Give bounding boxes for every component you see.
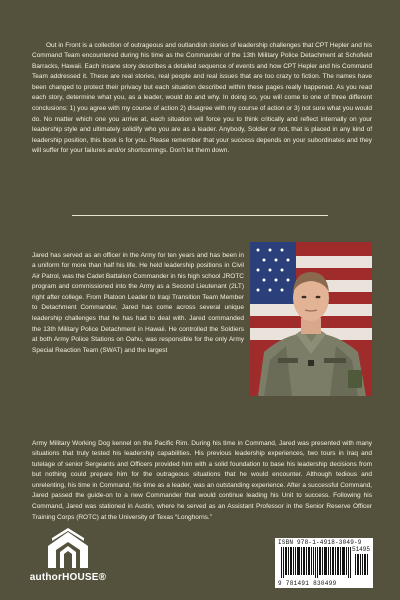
- authorhouse-logo-icon: [28, 528, 108, 572]
- publisher-logo: [28, 528, 108, 590]
- divider: [72, 215, 328, 216]
- book-blurb: Out in Front is a collection of outrageous and outlandish stories of leadership challenges that CPT Hepler and his Command Team encountered during his time as the Commander of the 13th Military Police Detachment at Schofield Barracks, Hawaii. Each insane story describes a detailed sequence of events and how CPT Hepler and his Command Team addressed it. These are real stories, real people and real issues that are too crazy to fiction. The names have been changed to protect their privacy but each situation described within these pages really happened. As you read each story, determine what you, as a leader, would do and why. In doing so, you will come to one of three different conclusions: 1) you agree with my course of action 2) disagree with my course of action or 3) not sure what you would do. No matter which one you arrive at, each situation will force you to think critically and reflect internally on your leadership style and ultimately solidify who you are as a leader. Anybody, Soldier or not, that is placed in any kind of leadership position, this book is for you. Please remember that your success depends on your subordinates and they will suffer for your failures and/or shortcomings. Don’t let them down.: [32, 41, 372, 155]
- isbn-text: ISBN 978-1-4918-3049-9: [278, 539, 362, 546]
- ean-text: 9 781491 830499: [278, 580, 337, 587]
- author-photo: [250, 242, 372, 396]
- author-bio-top: Jared has served as an officer in the Army for ten years and has been in a uniform for more than half his life. He held leadership positions in Civil Air Patrol, was the Cadet Battalion Commander in his high school JROTC program and commissioned into the Army as a Second Lieutenant (2LT) right after college. From Platoon Leader to Iraqi Transition Team Member to Detachment Commander, Jared has come across several unique leadership challenges that he has had to deal with. Jared commanded the 13th Military Police Detachment in Hawaii. He controlled the Soldiers at both Army Police Stations on Oahu, was responsible for the only Army Special Reaction Team (SWAT) and the largest: [32, 251, 244, 354]
- author-photo-icon: [250, 242, 372, 396]
- publisher-name: authorHOUSE®: [29, 572, 107, 583]
- barcode: [275, 538, 373, 588]
- author-bio-rest: Army Military Working Dog kennel on the Pacific Rim. During his time in Command, Jared was presented with many situations that truly tested his leadership capabilities. His previous leadership experiences, two tours in Iraq and tutelage of senior Sergeants and Officers provided him with a solid foundation to base his leadership decisions from but nothing could prepare him for the outrageous situations that he would encounter. Although tedious and unrelenting, his time in Command, his time as a leader, was an outstanding experience. After a successful Command, Jared passed the guide-on to a new Commander that would continue leading his Unit to success. Following his Command, Jared was stationed in Austin, where he served as an Assistant Professor in the Senior Reserve Officer Training Corps (ROTC) at the University of Texas “Longhorns.”: [32, 439, 372, 521]
- price-code: 51495: [351, 546, 370, 553]
